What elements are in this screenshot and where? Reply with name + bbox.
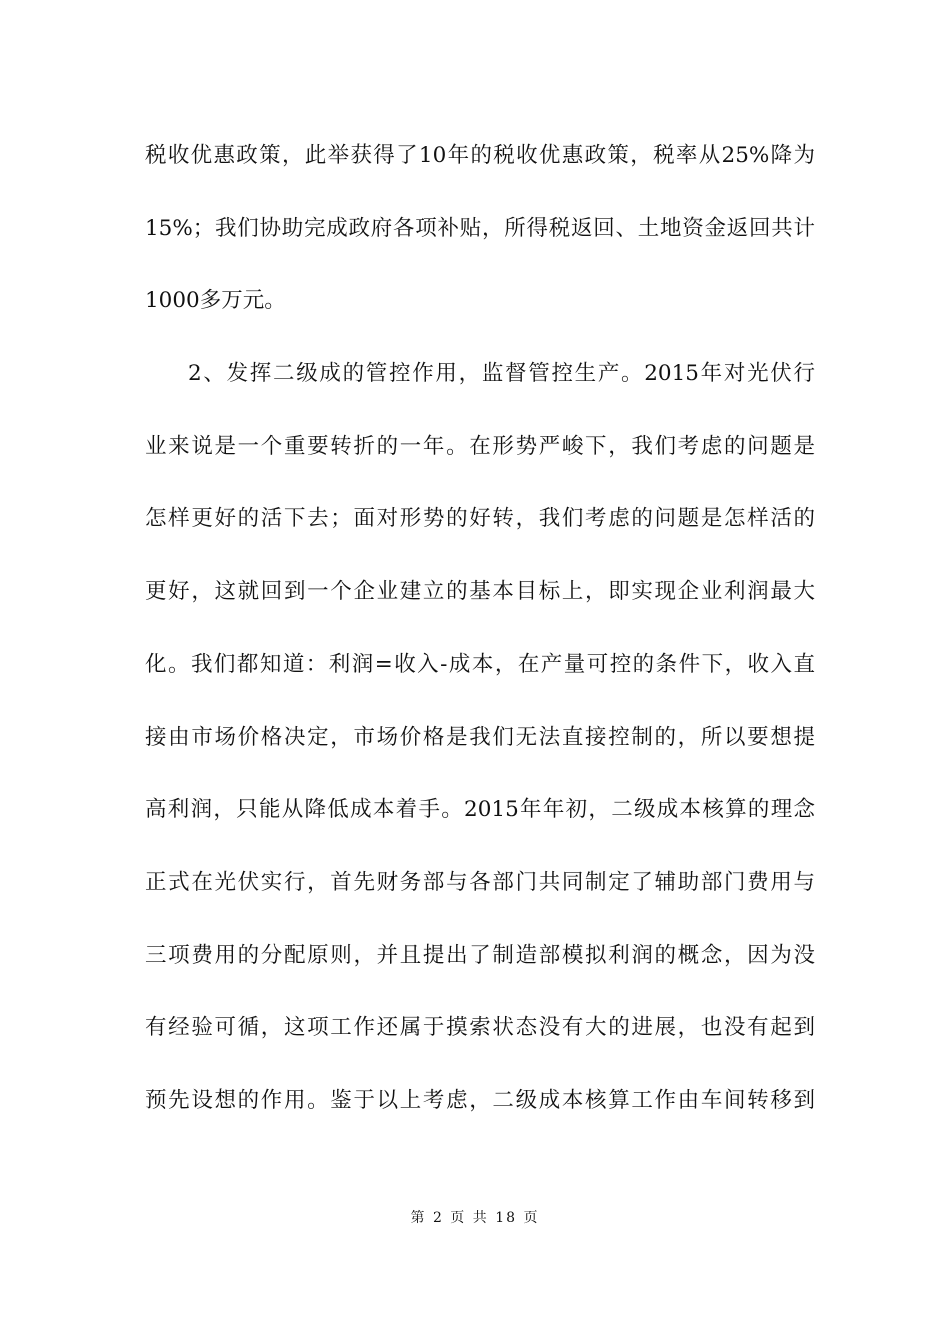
text-line-8: 化。我们都知道：利润=收入-成本，在产量可控的条件下，收入直 <box>145 651 815 677</box>
text-line-4: 2、发挥二级成的管控作用，监督管控生产。2015年对光伏行 <box>188 361 815 387</box>
page-number-footer: 第 2 页 共 18 页 <box>410 1210 540 1226</box>
text-line-11: 正式在光伏实行，首先财务部与各部门共同制定了辅助部门费用与 <box>145 869 815 895</box>
text-line-10: 高利润，只能从降低成本着手。2015年年初，二级成本核算的理念 <box>145 797 815 823</box>
text-line-7: 更好，这就回到一个企业建立的基本目标上，即实现企业利润最大 <box>145 579 815 605</box>
body-text <box>145 132 815 1150</box>
text-line-5: 业来说是一个重要转折的一年。在形势严峻下，我们考虑的问题是 <box>145 433 815 459</box>
text-line-3: 1000多万元。 <box>145 288 286 314</box>
text-line-2: 15%；我们协助完成政府各项补贴，所得税返回、土地资金返回共计 <box>145 215 815 241</box>
text-line-1: 税收优惠政策，此举获得了10年的税收优惠政策，税率从25%降为 <box>145 143 815 168</box>
text-line-14: 预先设想的作用。鉴于以上考虑，二级成本核算工作由车间转移到 <box>145 1087 815 1113</box>
text-line-6: 怎样更好的活下去；面对形势的好转，我们考虑的问题是怎样活的 <box>145 506 815 532</box>
text-line-9: 接由市场价格决定，市场价格是我们无法直接控制的，所以要想提 <box>145 724 815 750</box>
text-line-12: 三项费用的分配原则，并且提出了制造部模拟利润的概念，因为没 <box>145 942 815 968</box>
text-line-13: 有经验可循，这项工作还属于摸索状态没有大的进展，也没有起到 <box>145 1015 815 1041</box>
